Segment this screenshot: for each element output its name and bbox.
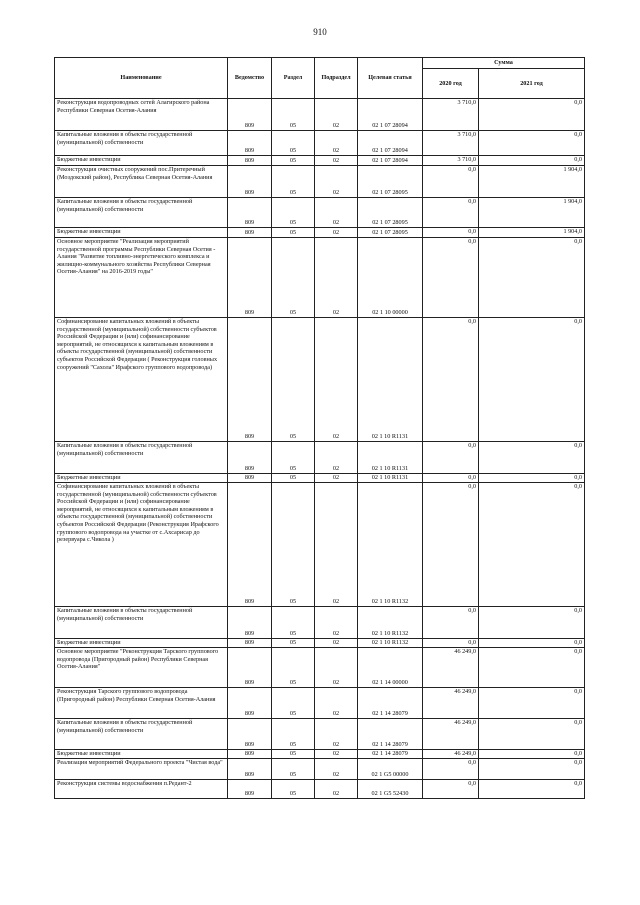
row-razdel: 05 — [272, 318, 315, 442]
row-2021: 0,0 — [479, 719, 585, 750]
row-podrazdel: 02 — [315, 688, 358, 719]
row-2021: 0,0 — [479, 750, 585, 759]
row-vedomstvo: 809 — [228, 483, 272, 607]
row-2021: 0,0 — [479, 318, 585, 442]
row-target: 02 1 14 28079 — [358, 719, 423, 750]
row-vedomstvo: 809 — [228, 442, 272, 474]
row-vedomstvo: 809 — [228, 156, 272, 166]
row-name: Капитальные вложения в объекты государственной (муниципальной) собственности — [55, 442, 228, 474]
row-razdel: 05 — [272, 228, 315, 238]
row-2020: 0,0 — [423, 780, 479, 799]
row-podrazdel: 02 — [315, 442, 358, 474]
row-name: Капитальные вложения в объекты государственной (муниципальной) собственности — [55, 131, 228, 156]
row-razdel: 05 — [272, 166, 315, 198]
row-target: 02 1 07 28094 — [358, 156, 423, 166]
row-vedomstvo: 809 — [228, 780, 272, 799]
row-2021: 0,0 — [479, 759, 585, 780]
row-vedomstvo: 809 — [228, 198, 272, 228]
table-row — [55, 238, 585, 318]
row-vedomstvo: 809 — [228, 99, 272, 131]
row-vedomstvo: 809 — [228, 648, 272, 688]
row-2020: 46 249,0 — [423, 750, 479, 759]
row-podrazdel: 02 — [315, 238, 358, 318]
row-target: 02 1 10 R1131 — [358, 318, 423, 442]
header-name: Наименование — [55, 58, 228, 99]
row-name: Бюджетные инвестиции — [55, 750, 228, 759]
row-razdel: 05 — [272, 156, 315, 166]
table-row — [55, 228, 585, 238]
budget-table — [54, 57, 585, 799]
row-name: Реконструкция системы водоснабжения п.Редант-2 — [55, 780, 228, 799]
row-podrazdel: 02 — [315, 198, 358, 228]
row-name: Бюджетные инвестиции — [55, 474, 228, 483]
row-target: 02 1 G5 52430 — [358, 780, 423, 799]
table-row — [55, 750, 585, 759]
row-name: Бюджетные инвестиции — [55, 156, 228, 166]
row-2021: 0,0 — [479, 639, 585, 648]
row-name: Реализация мероприятий Федерального проекта "Чистая вода" — [55, 759, 228, 780]
row-name: Капитальные вложения в объекты государственной (муниципальной) собственности — [55, 719, 228, 750]
row-vedomstvo: 809 — [228, 719, 272, 750]
table-row — [55, 474, 585, 483]
row-podrazdel: 02 — [315, 719, 358, 750]
row-2020: 46 249,0 — [423, 719, 479, 750]
row-target: 02 1 07 28095 — [358, 166, 423, 198]
row-2021: 0,0 — [479, 238, 585, 318]
row-2021: 0,0 — [479, 156, 585, 166]
row-target: 02 1 10 00000 — [358, 238, 423, 318]
header-target: Целевая статья — [358, 58, 423, 99]
row-podrazdel: 02 — [315, 228, 358, 238]
row-razdel: 05 — [272, 780, 315, 799]
row-2021: 0,0 — [479, 607, 585, 639]
row-target: 02 1 07 28094 — [358, 131, 423, 156]
row-razdel: 05 — [272, 238, 315, 318]
row-2021: 0,0 — [479, 99, 585, 131]
row-name: Реконструкция водопроводных сетей Алагирского района Республики Северная Осетия-Алания — [55, 99, 228, 131]
row-2021: 0,0 — [479, 483, 585, 607]
row-vedomstvo: 809 — [228, 228, 272, 238]
row-razdel: 05 — [272, 99, 315, 131]
row-razdel: 05 — [272, 750, 315, 759]
row-target: 02 1 10 R1132 — [358, 607, 423, 639]
table-row — [55, 688, 585, 719]
row-name: Основное мероприятие "Реализация мероприятий государственной программы Республики Северная Осетия - Алания "Развитие топливно-энергетического комплекса и жилищно-коммунального хозяйства Республики Северная Осетия-Алания" на 2016-2019 годы" — [55, 238, 228, 318]
row-2021: 0,0 — [479, 780, 585, 799]
row-target: 02 1 10 R1131 — [358, 442, 423, 474]
table-row — [55, 99, 585, 131]
row-2021: 1 904,0 — [479, 198, 585, 228]
table-row — [55, 648, 585, 688]
row-name: Софинансирование капитальных вложений в объекты государственной (муниципальной) собственности субъектов Российской Федерации и (или) софинансирование мероприятий, не относящихся к капитальным вложениям в объекты государственной (муниципальной) собственности субъектов Российской Федерации ( Реконструкция головных сооружений "Сахола" Ирафского группового водопровода) — [55, 318, 228, 442]
row-vedomstvo: 809 — [228, 759, 272, 780]
row-razdel: 05 — [272, 474, 315, 483]
row-target: 02 1 14 00000 — [358, 648, 423, 688]
page-number: 910 — [313, 27, 327, 37]
row-podrazdel: 02 — [315, 648, 358, 688]
row-2020: 0,0 — [423, 198, 479, 228]
table-body — [55, 99, 585, 799]
row-target: 02 1 14 28079 — [358, 750, 423, 759]
table-row — [55, 198, 585, 228]
row-razdel: 05 — [272, 198, 315, 228]
row-name: Капитальные вложения в объекты государственной (муниципальной) собственности — [55, 198, 228, 228]
row-name: Бюджетные инвестиции — [55, 639, 228, 648]
row-2020: 46 249,0 — [423, 688, 479, 719]
row-name: Капитальные вложения в объекты государственной (муниципальной) собственности — [55, 607, 228, 639]
table-row — [55, 156, 585, 166]
row-razdel: 05 — [272, 639, 315, 648]
table-row — [55, 719, 585, 750]
row-razdel: 05 — [272, 648, 315, 688]
row-razdel: 05 — [272, 719, 315, 750]
row-name: Софинансирование капитальных вложений в объекты государственной (муниципальной) собственности субъектов Российской Федерации и (или) софинансирование мероприятий, не относящихся к капитальным вложениям в объекты государственной (муниципальной) собственности субъектов Российской Федерации (Реконструкция Ирафского группового водопровода на участке от с.Ахсарисар до резервуара с.Чикола ) — [55, 483, 228, 607]
row-vedomstvo: 809 — [228, 131, 272, 156]
row-vedomstvo: 809 — [228, 238, 272, 318]
header-2020: 2020 год — [423, 69, 479, 99]
row-vedomstvo: 809 — [228, 688, 272, 719]
row-2020: 0,0 — [423, 318, 479, 442]
row-2020: 0,0 — [423, 759, 479, 780]
row-target: 02 1 10 R1131 — [358, 474, 423, 483]
row-2020: 0,0 — [423, 442, 479, 474]
row-name: Реконструкция очистных сооружений пос.Притеречный (Моздокский район), Республика Северная Осетия-Алания — [55, 166, 228, 198]
row-razdel: 05 — [272, 759, 315, 780]
row-podrazdel: 02 — [315, 131, 358, 156]
row-name: Основное мероприятие "Реконструкция Тарского группового водопровода (Пригородный район) Республики Северная Осетия-Алания" — [55, 648, 228, 688]
row-razdel: 05 — [272, 442, 315, 474]
table-row — [55, 483, 585, 607]
header-2021: 2021 год — [479, 69, 585, 99]
row-2020: 46 249,0 — [423, 648, 479, 688]
row-vedomstvo: 809 — [228, 607, 272, 639]
row-vedomstvo: 809 — [228, 318, 272, 442]
header-razdel: Раздел — [272, 58, 315, 99]
table-row — [55, 780, 585, 799]
row-2021: 0,0 — [479, 688, 585, 719]
row-2021: 0,0 — [479, 131, 585, 156]
row-target: 02 1 10 R1132 — [358, 483, 423, 607]
row-vedomstvo: 809 — [228, 750, 272, 759]
header-vedomstvo: Ведомство — [228, 58, 272, 99]
row-target: 02 1 G5 00000 — [358, 759, 423, 780]
row-vedomstvo: 809 — [228, 639, 272, 648]
row-2020: 0,0 — [423, 474, 479, 483]
row-2020: 0,0 — [423, 166, 479, 198]
row-razdel: 05 — [272, 131, 315, 156]
row-target: 02 1 10 R1132 — [358, 639, 423, 648]
row-2020: 3 710,0 — [423, 99, 479, 131]
row-podrazdel: 02 — [315, 474, 358, 483]
table-row — [55, 639, 585, 648]
row-target: 02 1 14 28079 — [358, 688, 423, 719]
table-row — [55, 166, 585, 198]
row-2021: 1 904,0 — [479, 228, 585, 238]
row-2020: 3 710,0 — [423, 156, 479, 166]
row-2021: 1 904,0 — [479, 166, 585, 198]
row-2020: 0,0 — [423, 238, 479, 318]
row-vedomstvo: 809 — [228, 166, 272, 198]
row-podrazdel: 02 — [315, 156, 358, 166]
row-target: 02 1 07 28095 — [358, 228, 423, 238]
row-razdel: 05 — [272, 688, 315, 719]
row-2020: 0,0 — [423, 228, 479, 238]
row-podrazdel: 02 — [315, 483, 358, 607]
row-name: Бюджетные инвестиции — [55, 228, 228, 238]
row-2020: 0,0 — [423, 607, 479, 639]
row-2020: 3 710,0 — [423, 131, 479, 156]
row-name: Реконструкция Тарского группового водопровода (Пригородный район) Республики Северная Осетия-Алания — [55, 688, 228, 719]
table-row — [55, 442, 585, 474]
header-podrazdel: Подраздел — [315, 58, 358, 99]
row-target: 02 1 07 28094 — [358, 99, 423, 131]
table-row — [55, 759, 585, 780]
row-2021: 0,0 — [479, 474, 585, 483]
row-podrazdel: 02 — [315, 780, 358, 799]
row-podrazdel: 02 — [315, 166, 358, 198]
header-sum: Сумма — [423, 58, 585, 69]
row-target: 02 1 07 28095 — [358, 198, 423, 228]
row-razdel: 05 — [272, 483, 315, 607]
table-row — [55, 131, 585, 156]
row-2020: 0,0 — [423, 483, 479, 607]
row-2021: 0,0 — [479, 442, 585, 474]
row-podrazdel: 02 — [315, 318, 358, 442]
row-podrazdel: 02 — [315, 99, 358, 131]
row-podrazdel: 02 — [315, 759, 358, 780]
table-row — [55, 607, 585, 639]
row-2021: 0,0 — [479, 648, 585, 688]
row-podrazdel: 02 — [315, 750, 358, 759]
row-vedomstvo: 809 — [228, 474, 272, 483]
table-row — [55, 318, 585, 442]
row-podrazdel: 02 — [315, 607, 358, 639]
row-razdel: 05 — [272, 607, 315, 639]
row-2020: 0,0 — [423, 639, 479, 648]
row-podrazdel: 02 — [315, 639, 358, 648]
